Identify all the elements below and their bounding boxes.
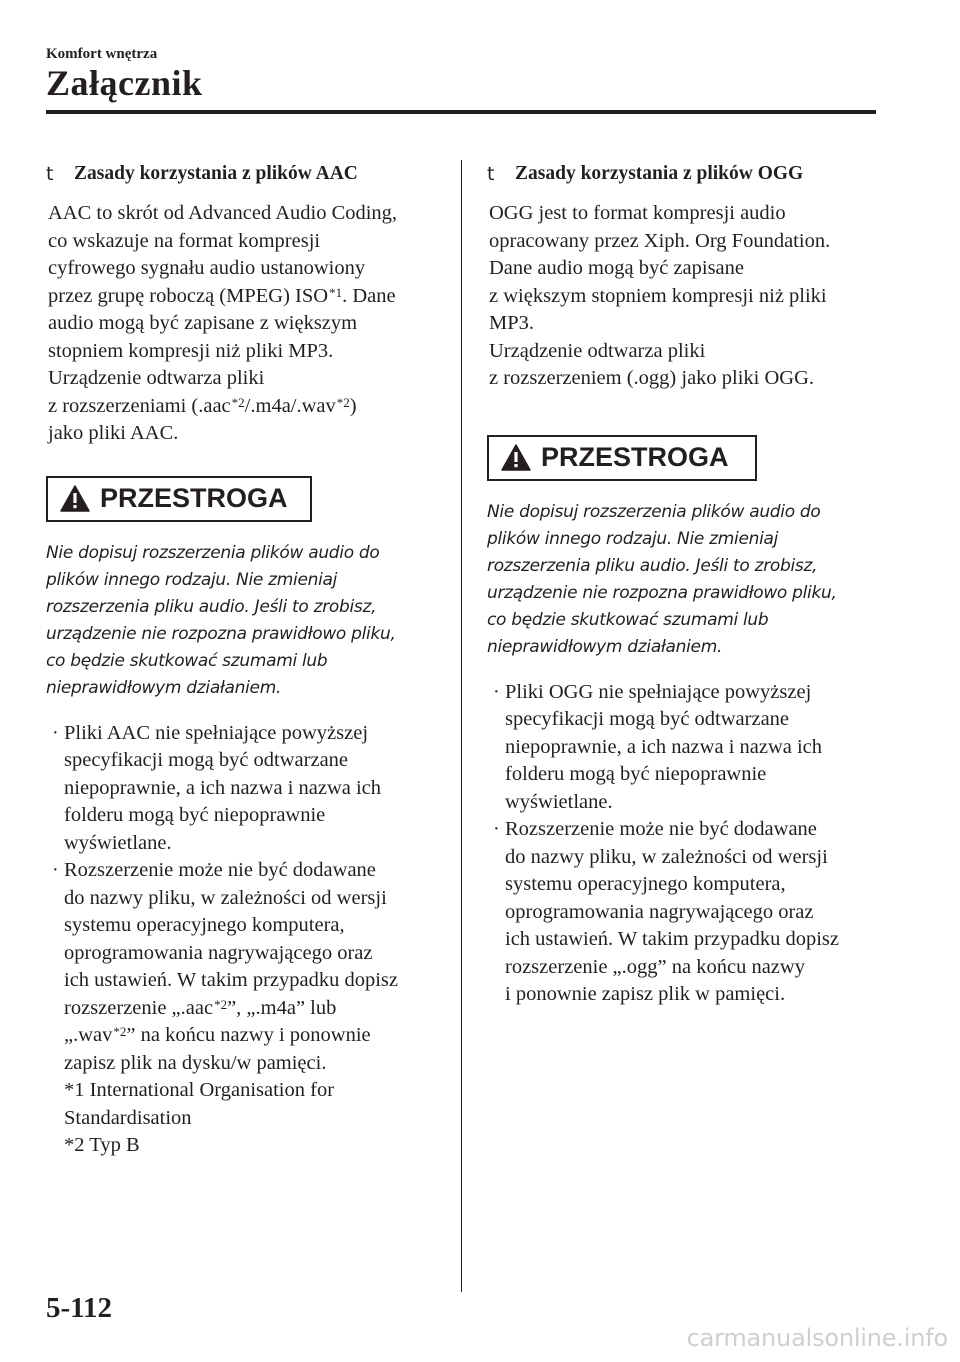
bullet-glyph: · — [52, 721, 59, 744]
text-line: wyświetlane. — [505, 790, 613, 813]
text-fragment: ”, „.m4a” lub — [227, 996, 337, 1019]
text-line: niepoprawnie, a ich nazwa i nazwa ich — [505, 735, 823, 758]
footnote-ref: *2 — [113, 1024, 127, 1039]
text-line — [48, 393, 442, 421]
list-item — [46, 720, 442, 858]
text-fragment: „.wav — [64, 1024, 113, 1046]
caution-line: nieprawidłowym działaniem. — [487, 636, 723, 657]
text-line: Pliki AAC nie spełniające powyższej — [64, 721, 369, 744]
caution-line: co będzie skutkować szumami lub — [46, 650, 328, 671]
caution-text — [46, 540, 442, 702]
footnotes — [46, 1077, 442, 1160]
text-fragment: rozszerzenie „.aac — [64, 996, 214, 1019]
text-fragment: . Dane — [342, 284, 396, 307]
text-line: co wskazuje na format kompresji — [48, 229, 321, 252]
page-title: Załącznik — [46, 63, 203, 103]
left-column — [46, 160, 442, 1160]
footnote-ref: *1 — [329, 284, 343, 300]
section-heading-aac — [46, 160, 442, 188]
footnote-line: Standardisation — [64, 1106, 192, 1129]
ogg-notes-list — [487, 679, 879, 1009]
footnote-ref: *2 — [231, 394, 245, 410]
footnote-line: *2 Typ B — [64, 1134, 140, 1156]
text-line: ich ustawień. W takim przypadku dopisz — [64, 969, 399, 991]
text-line: specyfikacji mogą być odtwarzane — [505, 708, 790, 730]
caution-text — [487, 499, 879, 661]
header-section: Komfort wnętrza — [46, 46, 158, 62]
caution-line: rozszerzenia pliku audio. Jeśli to zrobisz, — [487, 555, 818, 576]
text-line: MP3. — [489, 312, 535, 334]
text-line — [48, 283, 442, 311]
header-rule — [46, 110, 876, 114]
text-line: folderu mogą być niepoprawnie — [505, 763, 767, 785]
text-line: Urządzenie odtwarza pliki — [489, 339, 706, 362]
text-line: opracowany przez Xiph. Org Foundation. — [489, 229, 831, 252]
caution-box — [487, 435, 757, 481]
warning-triangle-icon — [501, 444, 531, 471]
caution-line: co będzie skutkować szumami lub — [487, 609, 769, 630]
text-line: wyświetlane. — [64, 831, 172, 854]
text-line: Dane audio mogą być zapisane — [489, 257, 745, 279]
page-number: 5-112 — [46, 1292, 113, 1324]
text-line: oprogramowania nagrywającego oraz — [505, 900, 814, 923]
caution-line: plików innego rodzaju. Nie zmieniaj — [46, 569, 338, 590]
text-line: cyfrowego sygnału audio ustanowiony — [48, 257, 366, 279]
bullet-glyph: · — [52, 859, 59, 881]
text-line: z większym stopniem kompresji niż pliki — [489, 284, 827, 307]
caution-line: Nie dopisuj rozszerzenia plików audio do — [46, 542, 380, 563]
text-line: ich ustawień. W takim przypadku dopisz — [505, 928, 840, 950]
section-marker: t — [487, 163, 495, 185]
text-line: z rozszerzeniem (.ogg) jako pliki OGG. — [489, 367, 815, 389]
section-heading-text: Zasady korzystania z plików OGG — [515, 163, 804, 184]
text-line: audio mogą być zapisane z większym — [48, 312, 358, 334]
section-marker: t — [46, 163, 54, 185]
text-fragment: przez grupę roboczą (MPEG) ISO — [48, 284, 329, 307]
aac-notes-list — [46, 720, 442, 1078]
column-divider — [461, 160, 462, 1292]
text-fragment: ) — [349, 394, 357, 417]
caution-line: Nie dopisuj rozszerzenia plików audio do — [487, 501, 821, 522]
watermark: carmanualsonline.info — [686, 1324, 948, 1352]
text-fragment: /.m4a/.wav — [244, 394, 336, 417]
ogg-intro — [487, 200, 879, 393]
text-fragment: ” na końcu nazwy i ponownie — [126, 1024, 371, 1046]
footnote-line: *1 International Organisation for — [64, 1079, 335, 1101]
text-line: niepoprawnie, a ich nazwa i nazwa ich — [64, 776, 382, 799]
caution-label: PRZESTROGA — [100, 483, 288, 513]
text-line: Pliki OGG nie spełniające powyższej — [505, 680, 812, 703]
aac-intro — [46, 200, 442, 448]
text-line: rozszerzenie „.ogg” na końcu nazwy — [505, 955, 805, 978]
caution-line: rozszerzenia pliku audio. Jeśli to zrobisz, — [46, 596, 377, 617]
bullet-glyph: · — [493, 680, 500, 703]
list-item — [487, 816, 879, 1009]
text-line: i ponownie zapisz plik w pamięci. — [505, 983, 786, 1005]
text-line: stopniem kompresji niż pliki MP3. — [48, 339, 334, 362]
text-line: folderu mogą być niepoprawnie — [64, 804, 326, 826]
caution-line: urządzenie nie rozpozna prawidłowo pliku, — [487, 582, 837, 603]
text-line: do nazwy pliku, w zależności od wersji — [505, 845, 828, 868]
text-line: Urządzenie odtwarza pliki — [48, 367, 265, 389]
caution-line: urządzenie nie rozpozna prawidłowo pliku, — [46, 623, 396, 644]
text-line: specyfikacji mogą być odtwarzane — [64, 749, 349, 771]
text-line: OGG jest to format kompresji audio — [489, 202, 786, 224]
text-line: systemu operacyjnego komputera, — [64, 914, 345, 936]
text-line: Rozszerzenie może nie być dodawane — [64, 859, 376, 881]
footnote-ref: *2 — [336, 394, 350, 410]
bullet-glyph: · — [493, 818, 500, 840]
footnote-ref: *2 — [214, 996, 228, 1012]
list-item — [487, 679, 879, 817]
caution-line: nieprawidłowym działaniem. — [46, 677, 282, 698]
caution-line: plików innego rodzaju. Nie zmieniaj — [487, 528, 779, 549]
text-fragment: z rozszerzeniami (.aac — [48, 394, 231, 417]
text-line: AAC to skrót od Advanced Audio Coding, — [48, 202, 398, 224]
text-line: zapisz plik na dysku/w pamięci. — [64, 1051, 327, 1074]
text-line — [64, 995, 442, 1023]
text-line: jako pliki AAC. — [48, 422, 179, 444]
text-line: Rozszerzenie może nie być dodawane — [505, 818, 817, 840]
section-heading-ogg — [487, 160, 879, 188]
right-column — [487, 160, 879, 1009]
text-line: systemu operacyjnego komputera, — [505, 873, 786, 895]
text-line: do nazwy pliku, w zależności od wersji — [64, 886, 387, 909]
section-heading-text: Zasady korzystania z plików AAC — [74, 163, 358, 184]
warning-triangle-icon — [60, 485, 90, 512]
caution-label: PRZESTROGA — [541, 442, 729, 472]
text-line: oprogramowania nagrywającego oraz — [64, 941, 373, 964]
text-line — [64, 1022, 442, 1050]
caution-box — [46, 476, 312, 522]
list-item — [46, 857, 442, 1077]
